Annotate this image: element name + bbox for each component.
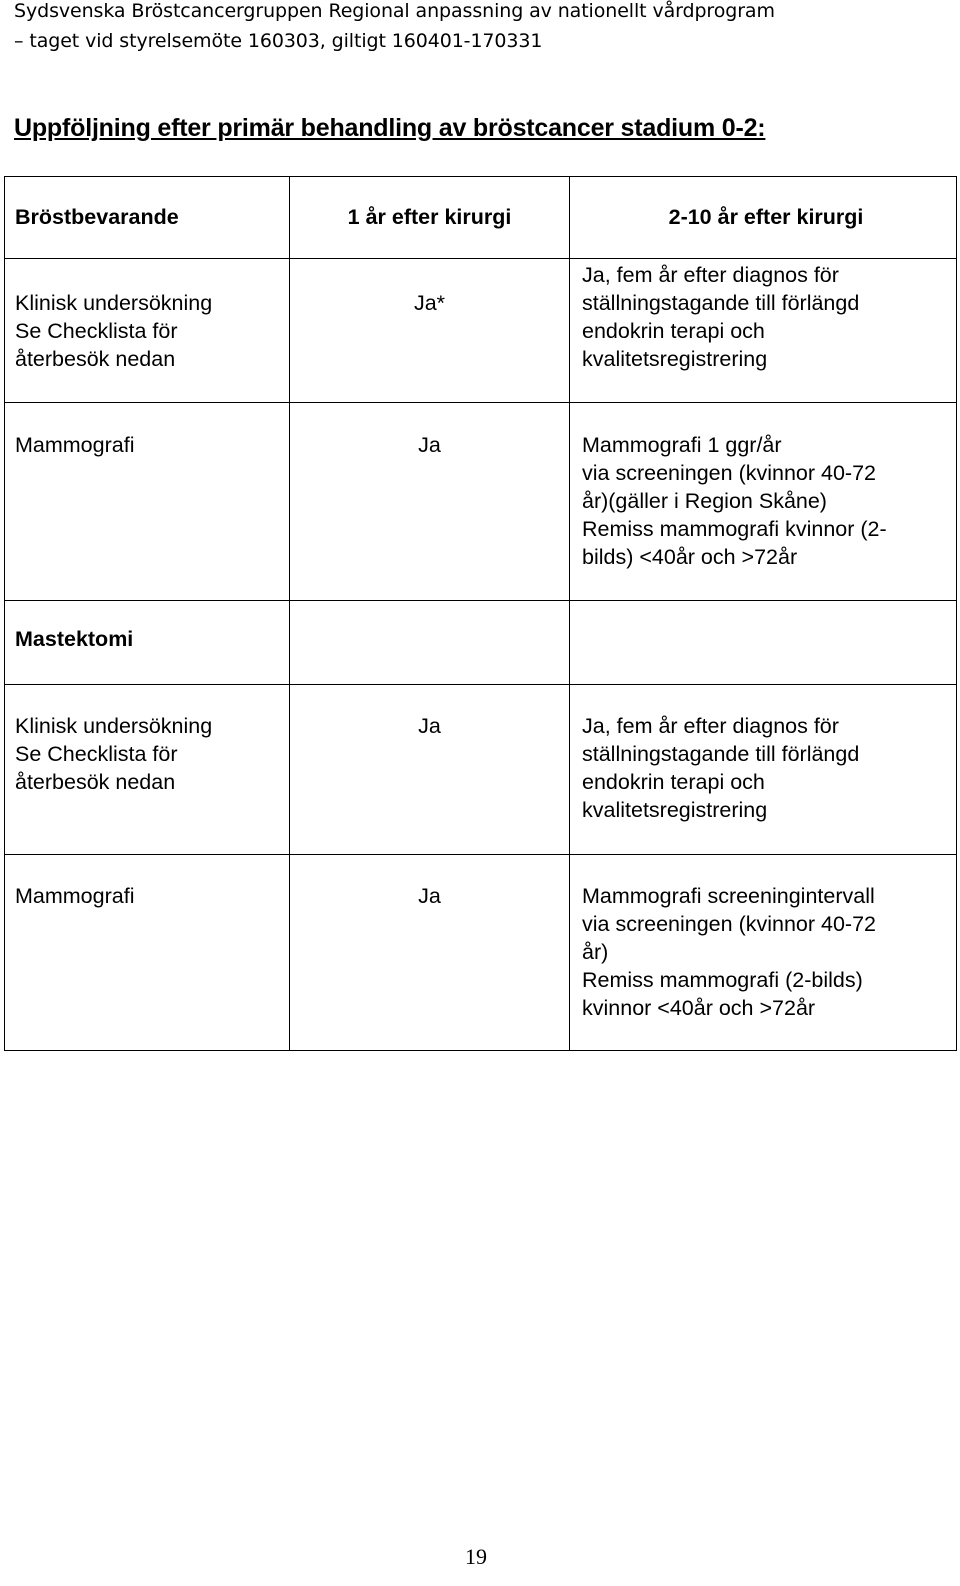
document-header-line-1: Sydsvenska Bröstcancergruppen Regional anpassning av nationellt vårdprogram	[14, 0, 775, 22]
row-value-1-year: Ja	[418, 433, 441, 457]
row-label-cell	[5, 403, 290, 601]
section-header-row	[5, 177, 957, 259]
table-row	[5, 685, 957, 855]
row-label: Mammografi	[15, 433, 135, 457]
row-label-cell	[5, 259, 290, 403]
row-value-1-year: Ja*	[413, 291, 446, 315]
row-value-1-year: Ja	[418, 714, 441, 738]
section-label-cell	[5, 177, 290, 259]
empty-cell	[570, 601, 957, 685]
section-header-row	[5, 601, 957, 685]
table-row	[5, 403, 957, 601]
follow-up-table	[4, 176, 957, 1051]
empty-cell-content	[290, 601, 569, 613]
empty-cell	[290, 601, 570, 685]
row-value-cell	[290, 403, 570, 601]
table-row	[5, 259, 957, 403]
row-label-cell	[5, 855, 290, 1051]
empty-cell-content	[570, 601, 956, 613]
row-label: Klinisk undersökning Se Checklista för återbesök nedan	[15, 714, 213, 794]
column-header-cell	[290, 177, 570, 259]
section-label: Bröstbevarande	[15, 205, 179, 229]
row-value-2-10-years: Ja, fem år efter diagnos för ställningstagande till förlängd endokrin terapi och kvalitetsregistrering	[582, 263, 860, 371]
page-title: Uppföljning efter primär behandling av bröstcancer stadium 0-2:	[14, 114, 766, 142]
document-header-line-2: – taget vid styrelsemöte 160303, giltigt 160401-170331	[14, 30, 543, 52]
page-number: 19	[465, 1544, 487, 1569]
row-value-cell	[290, 855, 570, 1051]
section-label: Mastektomi	[15, 627, 134, 651]
column-header-1-year: 1 år efter kirurgi	[347, 205, 512, 229]
section-label-cell	[5, 601, 290, 685]
row-value-cell	[570, 259, 957, 403]
row-value-cell	[570, 685, 957, 855]
row-value-cell	[570, 403, 957, 601]
row-label: Klinisk undersökning Se Checklista för återbesök nedan	[15, 291, 213, 371]
row-label: Mammografi	[15, 884, 135, 908]
row-value-2-10-years: Mammografi screeningintervall via screeningen (kvinnor 40-72 år) Remiss mammografi (2-bilds) kvinnor <40år och >72år	[582, 884, 876, 1020]
row-value-cell	[570, 855, 957, 1051]
row-label-cell	[5, 685, 290, 855]
row-value-1-year: Ja	[418, 884, 441, 908]
column-header-2-10-years: 2-10 år efter kirurgi	[668, 205, 864, 229]
table-row	[5, 855, 957, 1051]
column-header-cell	[570, 177, 957, 259]
row-value-cell	[290, 685, 570, 855]
row-value-2-10-years: Mammografi 1 ggr/år via screeningen (kvinnor 40-72 år)(gäller i Region Skåne) Remiss mammografi kvinnor (2- bilds) <40år och >72år	[582, 433, 887, 569]
row-value-cell	[290, 259, 570, 403]
row-value-2-10-years: Ja, fem år efter diagnos för ställningstagande till förlängd endokrin terapi och kvalitetsregistrering	[582, 714, 860, 822]
